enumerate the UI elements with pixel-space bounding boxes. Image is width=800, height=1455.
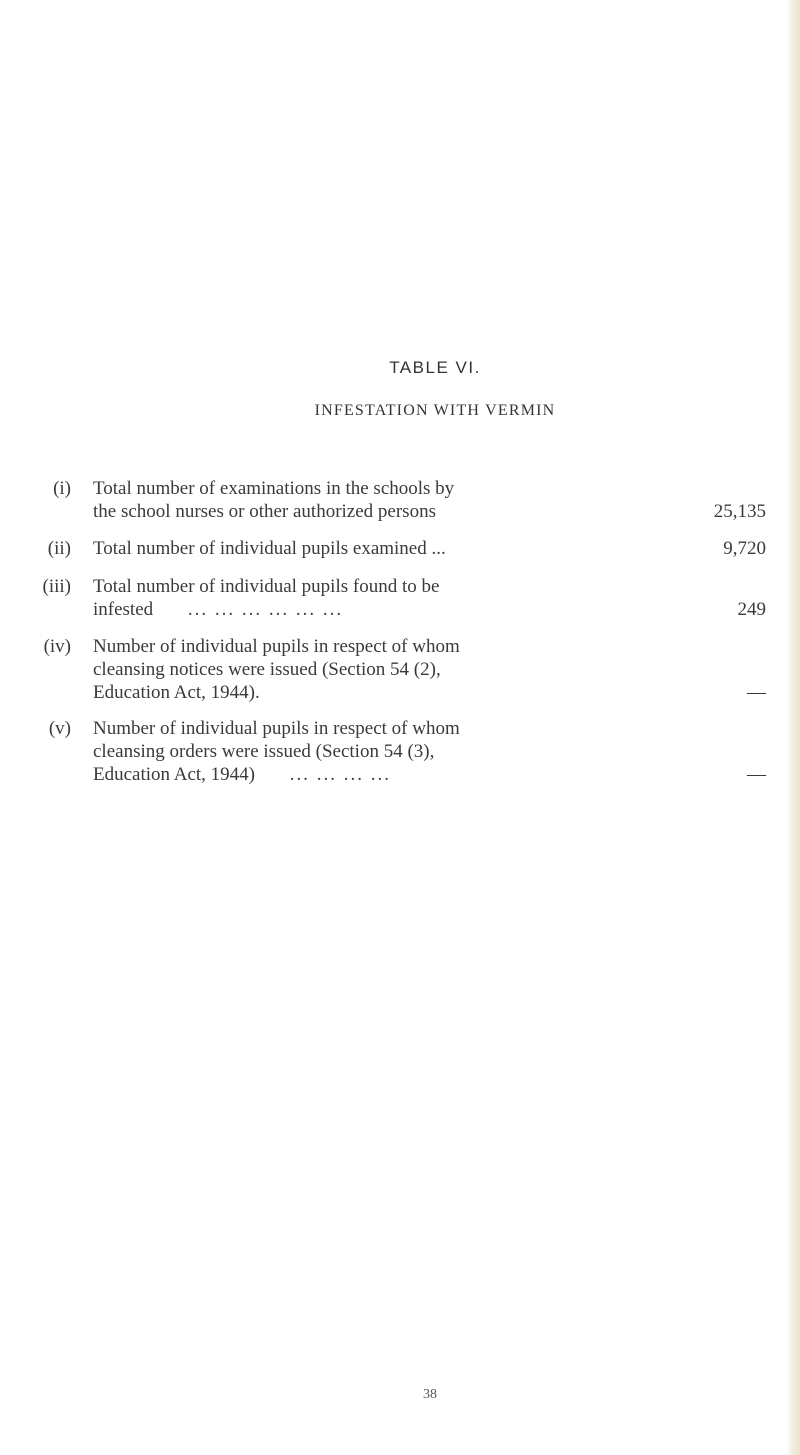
item-value: 9,720	[723, 538, 766, 559]
item-number: (iii)	[42, 576, 71, 597]
item-text-line: cleansing notices were issued (Section 54 (2),	[93, 659, 441, 680]
item-description	[93, 575, 668, 621]
item-text-line: Education Act, 1944).	[93, 682, 260, 703]
table-label: TABLE VI.	[389, 358, 481, 377]
item-text-line: Education Act, 1944)	[93, 764, 255, 785]
item-value: —	[747, 682, 766, 703]
item-text-line: infested	[93, 599, 154, 620]
item-number: (i)	[53, 478, 71, 499]
item-text-line: the school nurses or other authorized persons	[93, 501, 436, 522]
item-description	[93, 717, 668, 786]
item-text-line: Total number of individual pupils examined ...	[93, 538, 446, 559]
item-text-line: Total number of examinations in the schools by	[93, 478, 455, 499]
item-number: (ii)	[47, 538, 71, 559]
leader-dots: ... ... ... ...	[289, 764, 391, 785]
item-text-line: Number of individual pupils in respect of whom	[93, 636, 460, 657]
item-text-line: cleansing orders were issued (Section 54 (3),	[93, 741, 435, 762]
item-value: 25,135	[713, 501, 766, 522]
item-description	[93, 635, 668, 704]
table-title: INFESTATION WITH VERMIN	[314, 402, 556, 419]
page-edge-shadow	[786, 0, 800, 1455]
page-number: 38	[423, 1387, 437, 1402]
item-description	[93, 477, 668, 523]
item-number: (v)	[48, 718, 71, 739]
item-text-line: Total number of individual pupils found to be	[93, 576, 440, 597]
item-text-line: Number of individual pupils in respect of whom	[93, 718, 460, 739]
item-number: (iv)	[43, 636, 71, 657]
item-description	[93, 537, 668, 560]
item-value: 249	[737, 599, 766, 620]
leader-dots: ... ... ... ... ... ...	[187, 599, 344, 620]
item-value: —	[747, 764, 766, 785]
